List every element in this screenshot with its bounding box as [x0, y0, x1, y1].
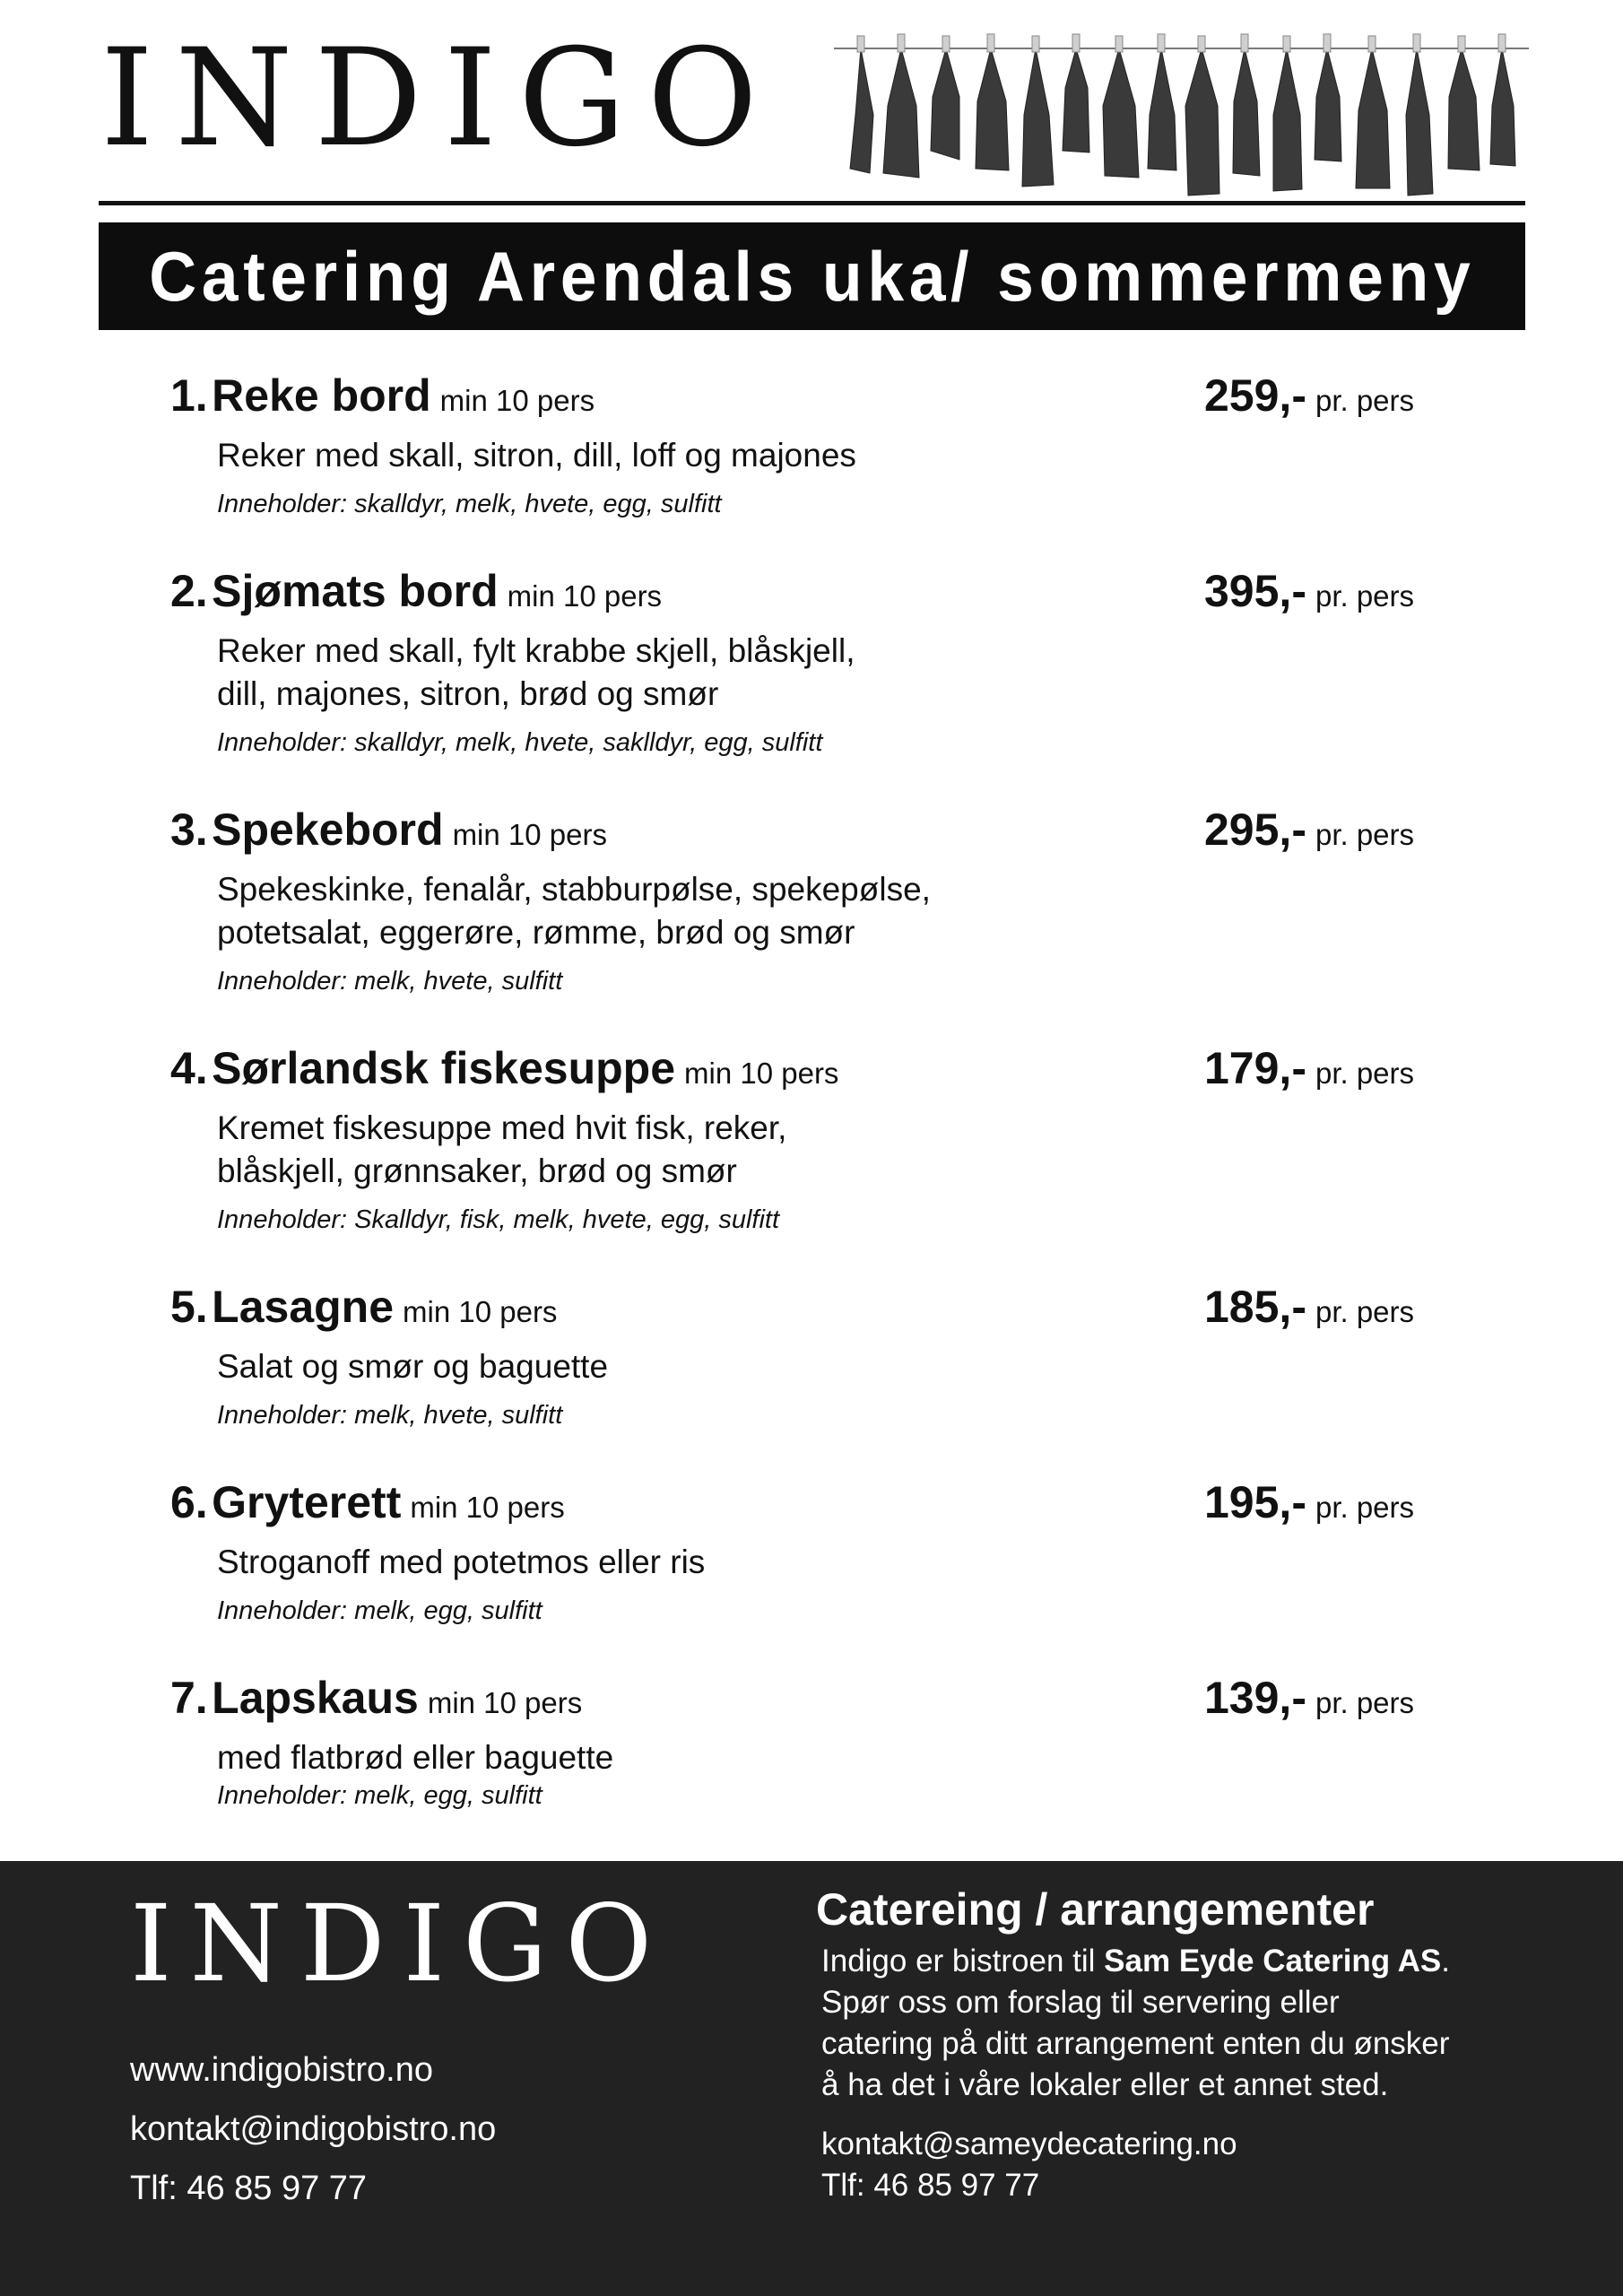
menu-item [170, 804, 1444, 996]
menu-item-number: 5. [170, 1282, 208, 1332]
menu-item [170, 1281, 1444, 1431]
catering-body-line: å ha det i våre lokaler eller et annet sted. [821, 2067, 1389, 2102]
menu-item-header [170, 1042, 1444, 1105]
menu-item-price-group [1204, 565, 1414, 617]
menu-item-description [217, 1107, 1444, 1193]
menu-item-minimum: min 10 pers [427, 1686, 583, 1719]
menu-item-allergens: Inneholder: melk, egg, sulfitt [217, 1596, 542, 1625]
description-line: med flatbrød eller baguette [217, 1739, 614, 1776]
menu-item-price-group [1204, 1672, 1414, 1724]
footer-contact [130, 2040, 496, 2218]
menu-item-header [170, 565, 1444, 628]
menu-item-name: Sørlandsk fiskesuppe [212, 1043, 676, 1093]
menu-item-price-unit: pr. pers [1315, 1491, 1415, 1524]
description-line: Spekeskinke, fenalår, stabburpølse, spekepølse, [217, 871, 931, 908]
menu-item-price-unit: pr. pers [1315, 1057, 1415, 1090]
menu-item-number: 4. [170, 1043, 208, 1093]
menu-item-number: 6. [170, 1477, 208, 1527]
menu-item [170, 370, 1444, 519]
catering-info [816, 1883, 1551, 2206]
menu-item-description [217, 630, 1444, 716]
menu-item-minimum: min 10 pers [452, 818, 607, 851]
menu-item-number: 2. [170, 566, 208, 616]
menu-item-header [170, 804, 1444, 866]
description-line: Stroganoff med potetmos eller ris [217, 1544, 706, 1580]
menu-item-name: Gryterett [212, 1477, 402, 1527]
menu-item-allergens: Inneholder: skalldyr, melk, hvete, saklldyr, egg, sulfitt [217, 728, 823, 757]
catering-contact [821, 2124, 1551, 2206]
intro-suffix: . [1441, 1944, 1450, 1979]
menu-item-title [170, 1476, 565, 1528]
logo-bottom: INDIGO [130, 1882, 671, 2005]
menu-item-price-unit: pr. pers [1315, 1295, 1415, 1328]
menu-item-price: 395,- [1204, 566, 1306, 616]
intro-prefix: Indigo er bistroen til [821, 1944, 1105, 1979]
catering-title: Catereing / arrangementer [816, 1884, 1375, 1935]
menu-item-allergens: Inneholder: melk, egg, sulfitt [217, 1781, 542, 1810]
menu-item-description [217, 1736, 1444, 1779]
description-line: Salat og smør og baguette [217, 1348, 609, 1385]
menu-item-number: 3. [170, 804, 208, 855]
menu-item-price-unit: pr. pers [1315, 818, 1415, 851]
menu-item-minimum: min 10 pers [403, 1295, 558, 1328]
email-link[interactable]: kontakt@indigobistro.no [130, 2110, 497, 2148]
menu-item-price: 185,- [1204, 1282, 1306, 1332]
menu-item-price: 139,- [1204, 1673, 1306, 1723]
menu-item-price-group [1204, 1042, 1414, 1094]
menu-item-price-unit: pr. pers [1315, 1686, 1415, 1719]
phone-number: Tlf: 46 85 97 77 [130, 2170, 368, 2207]
menu-item-allergens: Inneholder: melk, hvete, sulfitt [217, 967, 563, 996]
menu-item-price-unit: pr. pers [1315, 384, 1415, 417]
menu-item [170, 1476, 1444, 1626]
menu-item-number: 7. [170, 1673, 208, 1723]
menu-item-name: Reke bord [212, 370, 431, 421]
menu-item [170, 565, 1444, 758]
menu-item-header [170, 1672, 1444, 1735]
catering-intro-line [821, 1941, 1551, 1982]
menu-item-price-group [1204, 1476, 1414, 1528]
menu-item-title [170, 804, 607, 856]
catering-description [821, 1941, 1551, 2106]
menu-item-price: 179,- [1204, 1043, 1306, 1093]
catering-body-line: catering på ditt arrangement enten du ønsker [821, 2026, 1450, 2061]
menu-item-title [170, 1672, 582, 1724]
menu-item-price: 295,- [1204, 804, 1306, 855]
menu-item-description [217, 868, 1444, 954]
menu-item-number: 1. [170, 370, 208, 421]
banner-title: Catering Arendals uka/ sommermeny [148, 236, 1476, 316]
menu-item-title [170, 370, 595, 422]
description-line: Reker med skall, sitron, dill, loff og majones [217, 437, 856, 474]
catering-body-line: Spør oss om forslag til servering eller [821, 1985, 1340, 2020]
menu-item-price: 195,- [1204, 1477, 1306, 1527]
description-line: Reker med skall, fylt krabbe skjell, blåskjell, [217, 632, 855, 669]
description-line: dill, majones, sitron, brød og smør [217, 675, 719, 712]
menu-item-price-group [1204, 370, 1414, 422]
description-line: Kremet fiskesuppe med hvit fisk, reker, [217, 1109, 787, 1146]
menu-item-allergens: Inneholder: Skalldyr, fisk, melk, hvete, egg, sulfitt [217, 1205, 780, 1234]
catering-email-link[interactable]: kontakt@sameydecatering.no [821, 2126, 1237, 2161]
brand-name: Sam Eyde Catering AS [1104, 1944, 1442, 1979]
menu-item [170, 1672, 1444, 1811]
menu-item-title [170, 1281, 557, 1333]
menu-item-header [170, 370, 1444, 432]
menu-item-description [217, 1541, 1444, 1584]
menu-item-name: Spekebord [212, 804, 444, 855]
catering-phone-number: Tlf: 46 85 97 77 [821, 2168, 1040, 2203]
menu-item-name: Lasagne [212, 1282, 395, 1332]
description-line: potetsalat, eggerøre, rømme, brød og smør [217, 914, 855, 951]
menu-item-minimum: min 10 pers [410, 1491, 565, 1524]
menu-item-allergens: Inneholder: melk, hvete, sulfitt [217, 1401, 563, 1430]
menu-item-minimum: min 10 pers [507, 579, 663, 613]
menu-item-price: 259,- [1204, 370, 1306, 421]
menu-item-title [170, 1042, 838, 1094]
menu-item-name: Lapskaus [212, 1673, 419, 1723]
logo-top: INDIGO [100, 21, 779, 177]
footer [0, 1861, 1623, 2296]
menu-item-price-group [1204, 1281, 1414, 1333]
menu-item-minimum: min 10 pers [439, 384, 595, 417]
menu-item-allergens: Inneholder: skalldyr, melk, hvete, egg, sulfitt [217, 490, 722, 518]
menu-item-title [170, 565, 662, 617]
menu-item-description [217, 1345, 1444, 1388]
menu-item-price-unit: pr. pers [1315, 579, 1415, 613]
menu-item [170, 1042, 1444, 1235]
menu-item-name: Sjømats bord [212, 566, 499, 616]
description-line: blåskjell, grønnsaker, brød og smør [217, 1152, 737, 1189]
menu-item-header [170, 1476, 1444, 1539]
menu-item-header [170, 1281, 1444, 1344]
menu-item-price-group [1204, 804, 1414, 856]
menu-item-minimum: min 10 pers [684, 1057, 839, 1090]
website-link[interactable]: www.indigobistro.no [130, 2051, 433, 2089]
menu-item-description [217, 434, 1444, 477]
